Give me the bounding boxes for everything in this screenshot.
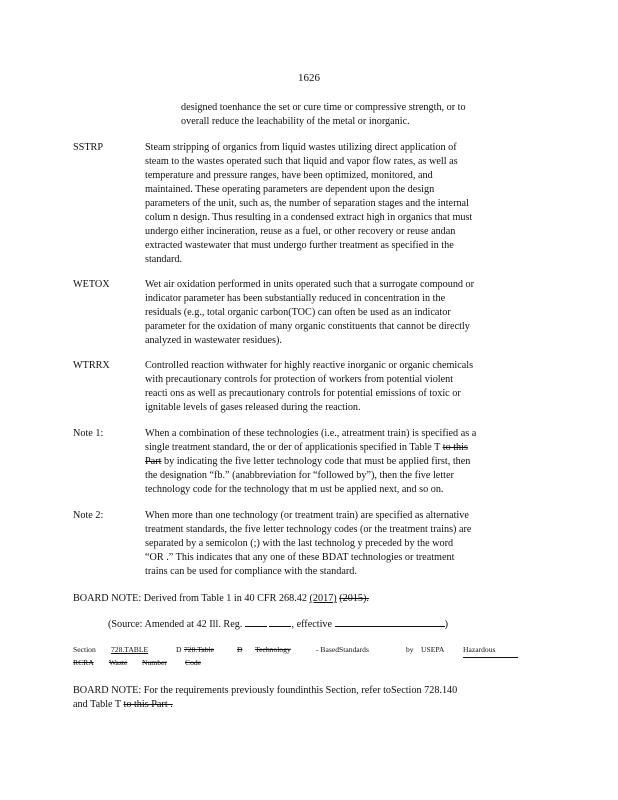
note-line: the designation “fb.” (anabbreviation for “followed by”), then the five letter	[145, 470, 454, 481]
note-line: treatment standards, the five letter technology codes (or the treatment trains) are	[145, 524, 472, 535]
blank-volume	[245, 617, 267, 627]
page-number: 1626	[298, 72, 320, 84]
note-line: “OR .” This indicates that any one of these BDAT technologies or treatment	[145, 552, 455, 563]
def-line: standard.	[145, 254, 183, 265]
def-line: ignitable levels of gases released during the reaction.	[145, 402, 361, 413]
def-line: Controlled reaction withwater for highly reactive inorganic or organic chemicals	[145, 360, 474, 371]
inserted-year: (2017)	[309, 593, 337, 604]
note-2-text	[145, 509, 537, 579]
def-line: residuals (e.g., total organic carbon(TOC) can often be used as an indicator	[145, 307, 451, 318]
board-note-requirements: BOARD NOTE: For the requirements previously foundinthis Section, refer toSection 728.140	[73, 685, 458, 696]
board-note-derived: BOARD NOTE: Derived from Table 1 in 40 CFR 268.42 (2017) (2015).	[73, 593, 369, 604]
def-line: temperature and pressure ranges, have been optimized, monitored, and	[145, 170, 433, 181]
term-wetox: WETOX	[73, 279, 110, 290]
def-line: with precautionary controls for protection of workers from potential violent	[145, 374, 454, 385]
note-line: When more than one technology (or treatment train) are specified as alternative	[145, 510, 469, 521]
deleted-year: (2015).	[339, 593, 369, 604]
source-note: (Source: Amended at 42 Ill. Reg. , effective )	[108, 619, 448, 630]
note-1-text	[145, 427, 537, 497]
intro-continuation	[181, 101, 521, 129]
board-note-table-ref: and Table T to this Part .	[73, 699, 173, 710]
def-line: steam to the wastes operated such that liquid and vapor flow rates, as well as	[145, 156, 458, 167]
def-line: Wet air oxidation performed in units operated such that a surrogate compound or	[145, 279, 475, 290]
def-line: reacti ons as well as precautionary controls for potential emissions of toxic or	[145, 388, 461, 399]
note-line: technology code for the technology that m ust be applied next, and so on.	[145, 484, 444, 495]
definition-wetox	[145, 278, 537, 348]
note-line: single treatment standard, the or der of applicationis specified in Table T to this	[145, 442, 468, 453]
note-line: separated by a semicolon (;) with the last technolog y preceded by the word	[145, 538, 454, 549]
note-2-label: Note 2:	[73, 510, 104, 521]
def-line: parameters of the unit, such as, the number of separation stages and the internal	[145, 198, 469, 209]
note-1-label: Note 1:	[73, 428, 104, 439]
note-line: trains can be used for compliance with the standard.	[145, 566, 357, 577]
intro-line-2: overall reduce the leachability of the metal or inorganic.	[181, 116, 410, 127]
term-wtrrx: WTRRX	[73, 360, 110, 371]
definition-sstrp	[145, 141, 537, 267]
def-line: maintained. These operating parameters are dependent upon the design	[145, 184, 435, 195]
def-line: analyzed in wastewater residues).	[145, 335, 282, 346]
deleted-text: Part	[145, 456, 162, 467]
note-line: When a combination of these technologies (i.e., atreatment train) is specified as a	[145, 428, 477, 439]
deleted-text: to this Part .	[123, 699, 173, 710]
def-line: indicator parameter has been substantially reduced in concentration in the	[145, 293, 446, 304]
def-line: colum n design. Thus resulting in a condensed extract high in organics that must	[145, 212, 473, 223]
def-line: extracted wastewater that must undergo further treatment as specified in the	[145, 240, 454, 251]
term-sstrp: SSTRP	[73, 142, 104, 153]
def-line: parameter for the oxidation of many organic constituents that cannot be directly	[145, 321, 470, 332]
blank-page	[269, 617, 291, 627]
blank-effective-date	[335, 617, 445, 627]
def-line: undergo either incineration, reuse as a fuel, or other recovery or reuse andan	[145, 226, 456, 237]
def-line: Steam stripping of organics from liquid wastes utilizing direct application of	[145, 142, 457, 153]
deleted-text: to this	[442, 442, 468, 453]
note-line: Part by indicating the five letter technology code that must be applied first, then	[145, 456, 471, 467]
intro-line-1: designed toenhance the set or cure time or compressive strength, or to	[181, 102, 466, 113]
definition-wtrrx	[145, 359, 537, 415]
